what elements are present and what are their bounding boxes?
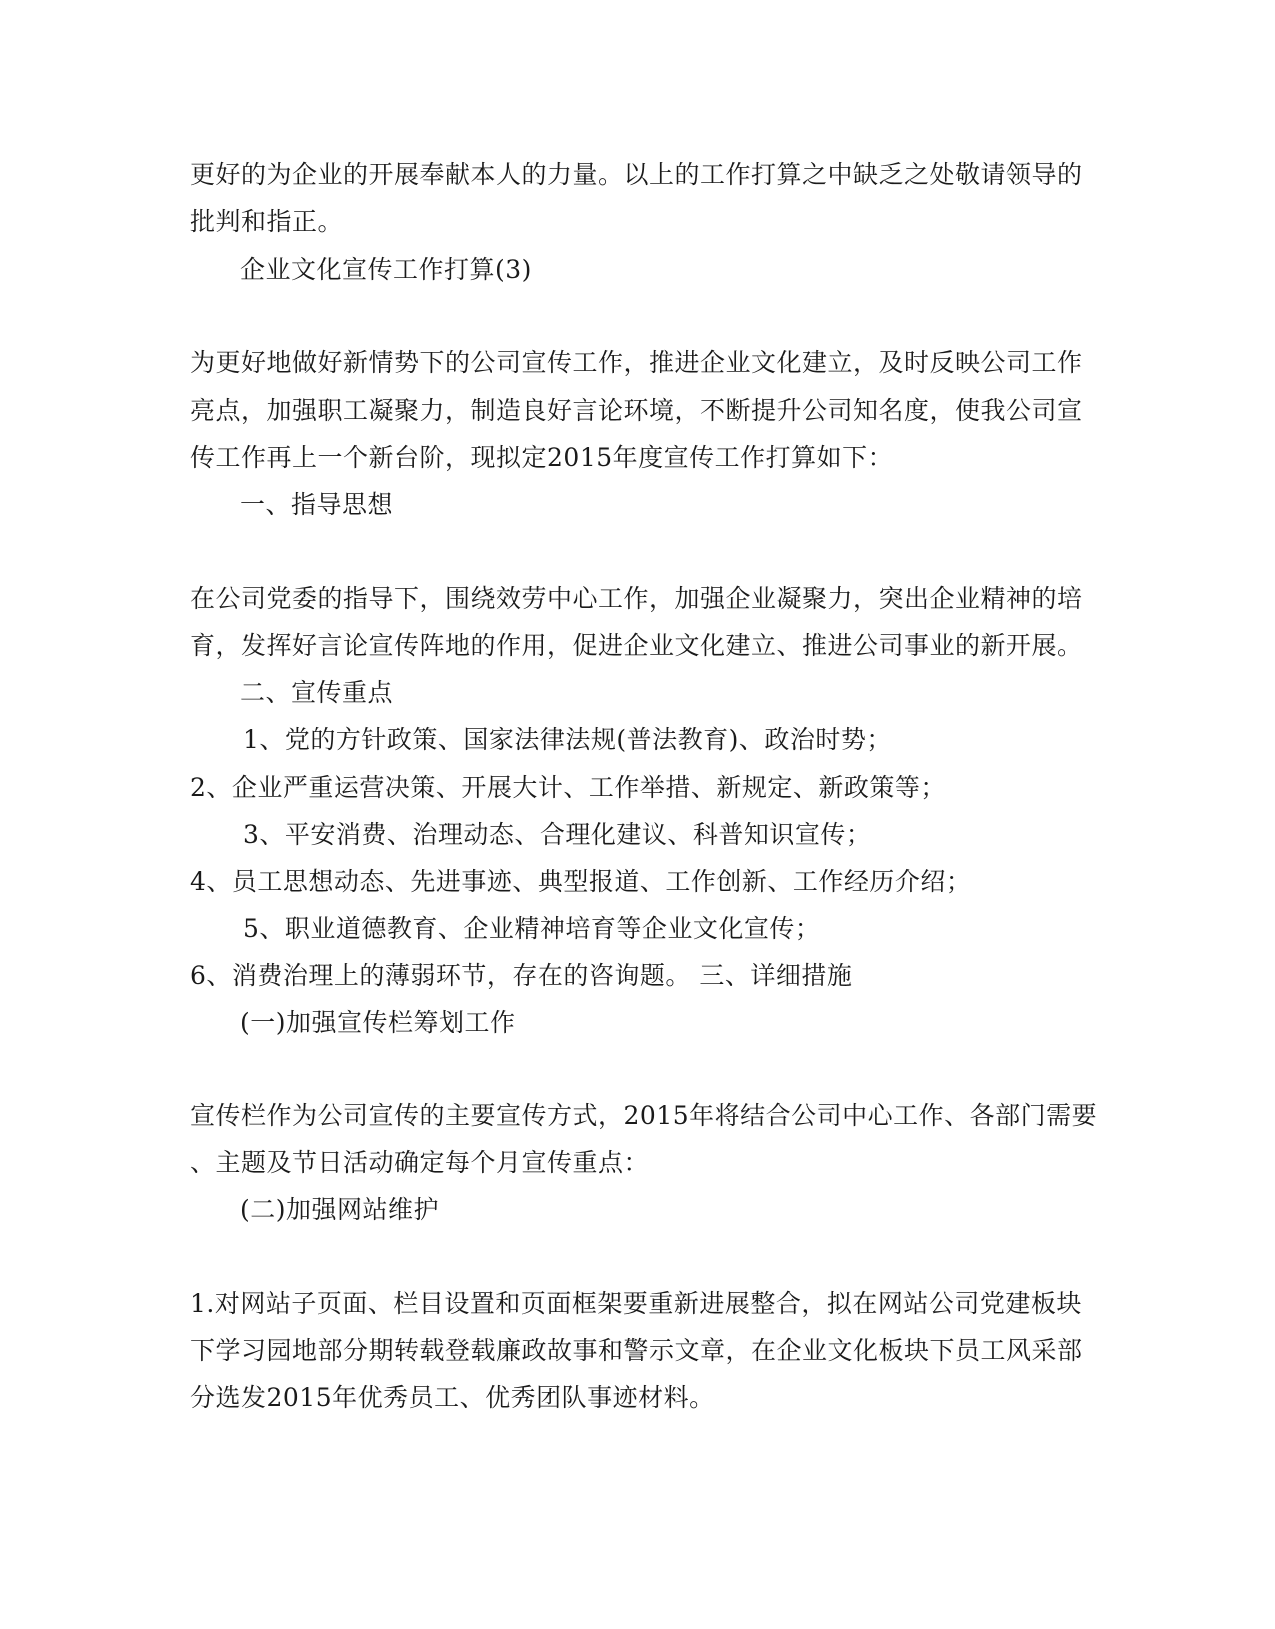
list-item: 3、平安消费、治理动态、合理化建议、科普知识宣传；	[243, 820, 872, 849]
heading-bulletin-board: (一)加强宣传栏筹划工作	[240, 1008, 516, 1037]
list-item: 4、员工思想动态、先进事迹、典型报道、工作创新、工作经历介绍；	[190, 867, 972, 896]
text-line: 下学习园地部分期转载登载廉政故事和警示文章，在企业文化板块下员工风采部	[190, 1336, 1083, 1365]
text-line: 批判和指正。	[190, 207, 344, 236]
list-item: 6、消费治理上的薄弱环节，存在的咨询题。 三、详细措施	[190, 961, 853, 990]
text-line: 更好的为企业的开展奉献本人的力量。以上的工作打算之中缺乏之处敬请领导的	[190, 160, 1083, 189]
list-item: 1、党的方针政策、国家法律法规(普法教育)、政治时势；	[243, 725, 892, 754]
heading-guiding-thought: 一、指导思想	[240, 490, 394, 519]
heading-publicity-focus: 二、宣传重点	[240, 678, 394, 707]
text-line: 1.对网站子页面、栏目设置和页面框架要重新进展整合，拟在网站公司党建板块	[190, 1289, 1082, 1318]
text-line: 宣传栏作为公司宣传的主要宣传方式，2015年将结合公司中心工作、各部门需要	[190, 1101, 1098, 1130]
text-line: 亮点，加强职工凝聚力，制造良好言论环境，不断提升公司知名度，使我公司宣	[190, 396, 1083, 425]
text-line: 育，发挥好言论宣传阵地的作用，促进企业文化建立、推进公司事业的新开展。	[190, 631, 1083, 660]
text-line: 、主题及节日活动确定每个月宣传重点：	[190, 1148, 650, 1177]
section-title: 企业文化宣传工作打算(3)	[240, 255, 532, 284]
text-line: 传工作再上一个新台阶，现拟定2015年度宣传工作打算如下：	[190, 443, 894, 472]
list-item: 5、职业道德教育、企业精神培育等企业文化宣传；	[243, 914, 821, 943]
text-line: 在公司党委的指导下，围绕效劳中心工作，加强企业凝聚力，突出企业精神的培	[190, 584, 1083, 613]
text-line: 分选发2015年优秀员工、优秀团队事迹材料。	[190, 1383, 715, 1412]
list-item: 2、企业严重运营决策、开展大计、工作举措、新规定、新政策等；	[190, 773, 946, 802]
text-line: 为更好地做好新情势下的公司宣传工作，推进企业文化建立，及时反映公司工作	[190, 348, 1083, 377]
heading-website-maintenance: (二)加强网站维护	[240, 1195, 440, 1224]
